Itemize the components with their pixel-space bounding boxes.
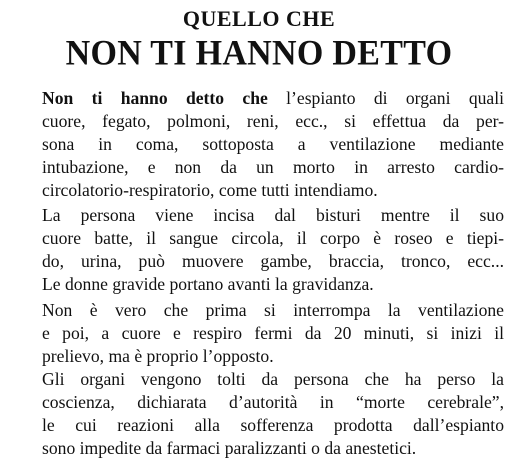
paragraph-2-line-3: do, urina, può muovere gambe, braccia, tronco, ecc... — [42, 251, 504, 271]
paragraph-2 — [42, 204, 504, 296]
paragraph-3-line-3: prelievo, ma è proprio l’opposto. — [42, 346, 274, 366]
paragraph-2-line-1: La persona viene incisa dal bisturi mentre il suo — [42, 205, 504, 225]
paragraph-2-line-4: Le donne gravide portano avanti la gravidanza. — [42, 274, 374, 294]
paragraph-1-line-5: circolatorio-respiratorio, come tutti intendiamo. — [42, 180, 378, 200]
paragraph-1-line-1 — [42, 87, 504, 110]
headline-title: NON TI HANNO DETTO — [65, 34, 453, 73]
lead-in-bold: Non ti hanno detto che — [42, 88, 268, 108]
paragraph-1-line-2: cuore, fegato, polmoni, reni, ecc., si effettua da per- — [42, 111, 504, 131]
paragraph-3-line-1: Non è vero che prima si interrompa la ventilazione — [42, 300, 504, 320]
kicker-title: QUELLO CHE — [182, 6, 336, 31]
paragraph-1-line-3: sona in coma, sottoposta a ventilazione mediante — [42, 134, 504, 154]
paragraph-3-line-7: sono impedite da farmaci paralizzanti o da anestetici. — [42, 438, 417, 458]
paragraph-3-line-5: coscienza, dichiarata d’autorità in “morte cerebrale”, — [42, 392, 504, 412]
paragraph-3 — [42, 299, 504, 460]
paragraph-3-line-4: Gli organi vengono tolti da persona che ha perso la — [42, 369, 504, 389]
paragraph-1-line-4: intubazione, e non da un morto in arresto cardio- — [42, 157, 504, 177]
paragraph-3-line-6: le cui reazioni alla sofferenza prodotta dall’espianto — [42, 415, 504, 435]
paragraph-1 — [42, 87, 504, 202]
paragraph-2-line-2: cuore batte, il sangue circola, il corpo è roseo e tiepi- — [42, 228, 504, 248]
paragraph-1-text: l’espianto di organi quali — [267, 88, 504, 108]
paragraph-3-line-2: e poi, a cuore e respiro fermi da 20 minuti, si inizi il — [42, 323, 504, 343]
